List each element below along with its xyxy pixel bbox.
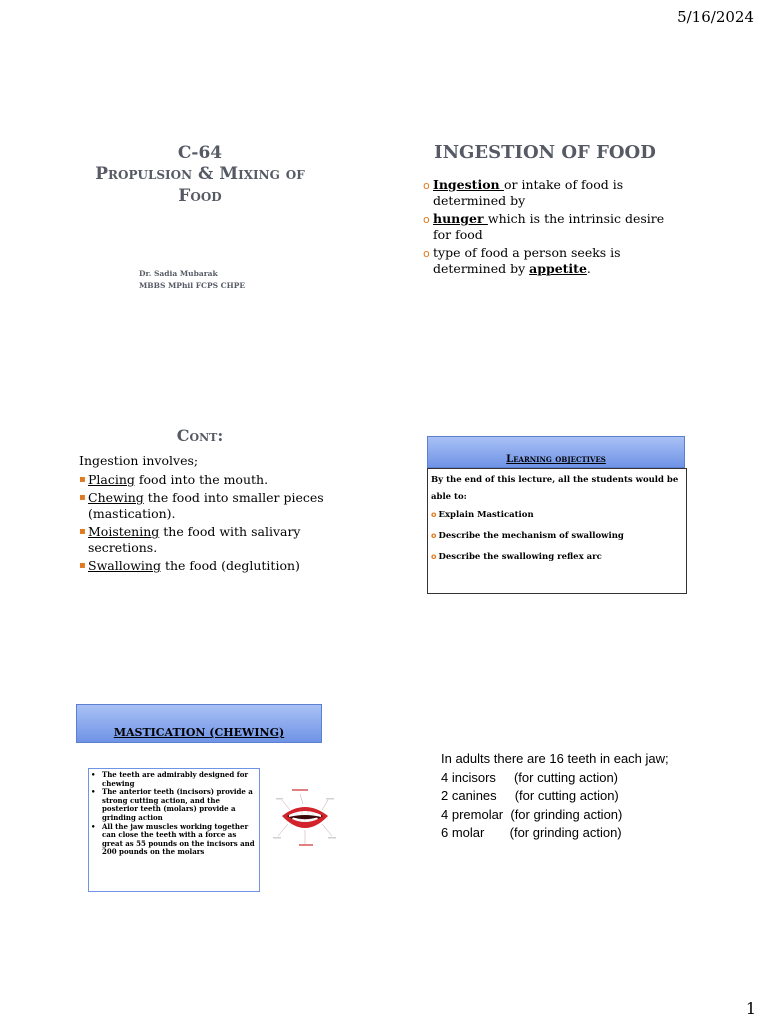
objective-text: Describe the mechanism of swallowing xyxy=(438,531,624,541)
step-text: food into the mouth. xyxy=(134,472,269,487)
term-appetite: appetite xyxy=(529,261,587,276)
teeth-intro: In adults there are 16 teeth in each jaw; xyxy=(441,751,669,766)
objective-text: Explain Mastication xyxy=(438,510,534,520)
step-term: Placing xyxy=(88,472,135,487)
dot-bullet-icon: • xyxy=(91,770,96,779)
step-text: the food with salivary secretions. xyxy=(88,524,301,555)
square-bullet-icon: ▪ xyxy=(79,492,86,503)
list-item xyxy=(423,245,673,277)
list-item xyxy=(423,211,673,243)
ingestion-title: INGESTION OF FOOD xyxy=(434,142,656,163)
ingestion-list xyxy=(423,177,673,279)
cont-intro: Ingestion involves; xyxy=(79,453,199,468)
print-date: 5/16/2024 xyxy=(677,8,754,26)
objective-text: Describe the swallowing reflex arc xyxy=(438,552,602,562)
objectives-title: Learning objectives xyxy=(506,454,606,465)
mouth-teeth-icon xyxy=(270,786,340,848)
cont-title: Cont: xyxy=(176,426,224,445)
item-text: type of food a person seeks is determined by xyxy=(433,245,621,276)
list-item xyxy=(91,823,256,857)
square-bullet-icon: ▪ xyxy=(79,474,86,485)
dot-bullet-icon: • xyxy=(91,787,96,797)
list-item xyxy=(431,531,686,552)
lecture-title: Propulsion & Mixing of Food xyxy=(95,164,305,206)
step-term: Moistening xyxy=(88,524,160,539)
dot-bullet-icon: • xyxy=(91,821,96,831)
list-item xyxy=(79,558,339,574)
item-text: All the jaw muscles working together can close the teeth with a force as great as 55 pounds on the incisors and 200 pounds on the molars xyxy=(102,821,255,857)
circle-bullet-icon: o xyxy=(431,552,437,561)
item-text: . xyxy=(586,261,591,276)
item-text: which is the intrinsic desire for food xyxy=(433,211,665,242)
circle-bullet-icon: o xyxy=(423,247,430,260)
square-bullet-icon: ▪ xyxy=(79,560,86,571)
mastication-list xyxy=(91,771,256,857)
circle-bullet-icon: o xyxy=(423,179,430,192)
circle-bullet-icon: o xyxy=(423,213,430,226)
item-text: or intake of food is determined by xyxy=(433,177,624,208)
page-number: 1 xyxy=(745,999,756,1018)
square-bullet-icon: ▪ xyxy=(79,526,86,537)
author-name: Dr. Sadia Mubarak xyxy=(139,269,218,278)
author-credentials: MBBS MPhil FCPS CHPE xyxy=(139,281,246,290)
item-text: The anterior teeth (incisors) provide a strong cutting action, and the posterior teeth (molars) provide a grinding action xyxy=(102,787,253,822)
teeth-row: 4 incisors (for cutting action) xyxy=(441,769,619,785)
circle-bullet-icon: o xyxy=(431,531,437,540)
item-text: The teeth are admirably designed for chewing xyxy=(102,770,249,788)
author-block xyxy=(139,268,245,292)
step-term: Chewing xyxy=(88,490,144,505)
list-item xyxy=(91,788,256,822)
list-item xyxy=(423,177,673,209)
teeth-row: 4 premolar (for grinding action) xyxy=(441,806,623,822)
list-item xyxy=(91,771,256,788)
list-item xyxy=(431,510,686,531)
objectives-header xyxy=(427,436,685,468)
mastication-header xyxy=(76,704,322,743)
circle-bullet-icon: o xyxy=(431,510,437,519)
teeth-count-block xyxy=(441,750,681,843)
ingestion-steps-list xyxy=(79,472,339,576)
term-hunger: hunger xyxy=(433,211,488,226)
list-item xyxy=(79,490,339,522)
list-item xyxy=(79,472,339,488)
term-ingestion: Ingestion xyxy=(433,177,504,192)
objectives-list xyxy=(431,510,686,573)
teeth-row: 2 canines (for cutting action) xyxy=(441,788,619,803)
teeth-row: 6 molar (for grinding action) xyxy=(441,825,622,840)
lecture-code: C-64 xyxy=(177,143,223,163)
step-text: the food (deglutition) xyxy=(161,558,300,573)
list-item xyxy=(431,552,686,573)
step-text: the food into smaller pieces (mastication). xyxy=(88,490,324,521)
objectives-intro: By the end of this lecture, all the students would be able to: xyxy=(431,475,679,502)
list-item xyxy=(79,524,339,556)
mastication-title: MASTICATION (CHEWING) xyxy=(113,726,285,739)
step-term: Swallowing xyxy=(88,558,161,573)
